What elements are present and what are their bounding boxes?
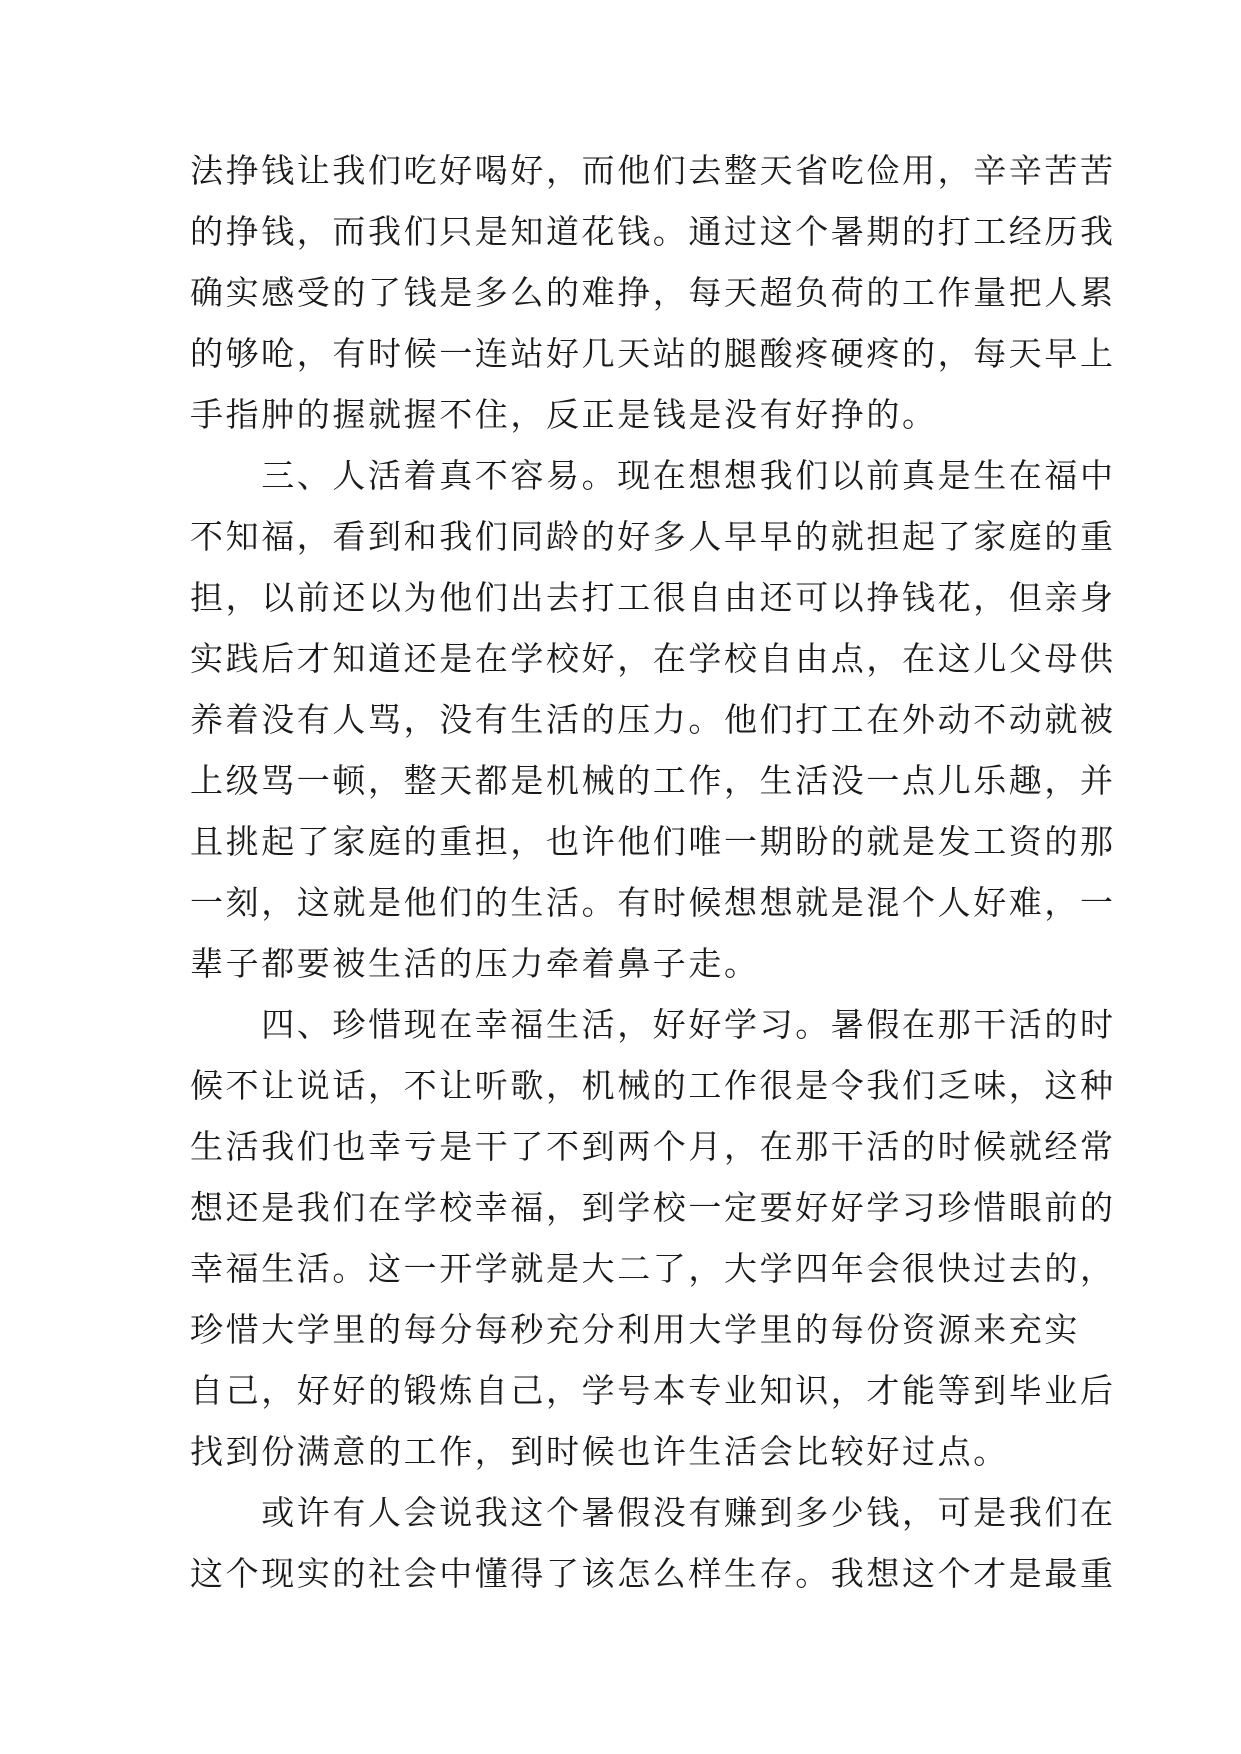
text-line: 养着没有人骂，没有生活的压力。他们打工在外动不动就被 (190, 700, 1116, 739)
body-text (190, 140, 1116, 1604)
text-line: 四、珍惜现在幸福生活，好好学习。暑假在那干活的时 (190, 1005, 1116, 1044)
text-line: 一刻，这就是他们的生活。有时候想想就是混个人好难，一 (190, 883, 1116, 922)
text-line: 珍惜大学里的每分每秒充分利用大学里的每份资源来充实 (190, 1310, 1080, 1349)
text-line: 的够呛，有时候一连站好几天站的腿酸疼硬疼的，每天早上 (190, 334, 1116, 373)
text-line: 辈子都要被生活的压力牵着鼻子走。 (190, 944, 760, 983)
text-line: 或许有人会说我这个暑假没有赚到多少钱，可是我们在 (190, 1493, 1116, 1532)
text-line: 担，以前还以为他们出去打工很自由还可以挣钱花，但亲身 (190, 578, 1116, 617)
text-line: 自己，好好的锻炼自己，学号本专业知识，才能等到毕业后 (190, 1371, 1116, 1410)
text-line: 找到份满意的工作，到时候也许生活会比较好过点。 (190, 1432, 1009, 1471)
text-line: 幸福生活。这一开学就是大二了，大学四年会很快过去的， (190, 1249, 1116, 1288)
text-line: 这个现实的社会中懂得了该怎么样生存。我想这个才是最重 (190, 1554, 1116, 1593)
text-line: 确实感受的了钱是多么的难挣，每天超负荷的工作量把人累 (190, 273, 1116, 312)
text-line: 且挑起了家庭的重担，也许他们唯一期盼的就是发工资的那 (190, 822, 1116, 861)
text-line: 想还是我们在学校幸福，到学校一定要好好学习珍惜眼前的 (190, 1188, 1116, 1227)
text-line: 候不让说话，不让听歌，机械的工作很是令我们乏味，这种 (190, 1066, 1116, 1105)
text-line: 手指肿的握就握不住，反正是钱是没有好挣的。 (190, 395, 938, 434)
text-line: 实践后才知道还是在学校好，在学校自由点，在这儿父母供 (190, 639, 1116, 678)
text-line: 生活我们也幸亏是干了不到两个月，在那干活的时候就经常 (190, 1127, 1116, 1166)
text-line: 不知福，看到和我们同龄的好多人早早的就担起了家庭的重 (190, 517, 1116, 556)
text-line: 的挣钱，而我们只是知道花钱。通过这个暑期的打工经历我 (190, 212, 1116, 251)
text-line: 法挣钱让我们吃好喝好，而他们去整天省吃俭用，辛辛苦苦 (190, 151, 1116, 190)
text-line: 三、人活着真不容易。现在想想我们以前真是生在福中 (190, 456, 1116, 495)
text-line: 上级骂一顿，整天都是机械的工作，生活没一点儿乐趣，并 (190, 761, 1116, 800)
